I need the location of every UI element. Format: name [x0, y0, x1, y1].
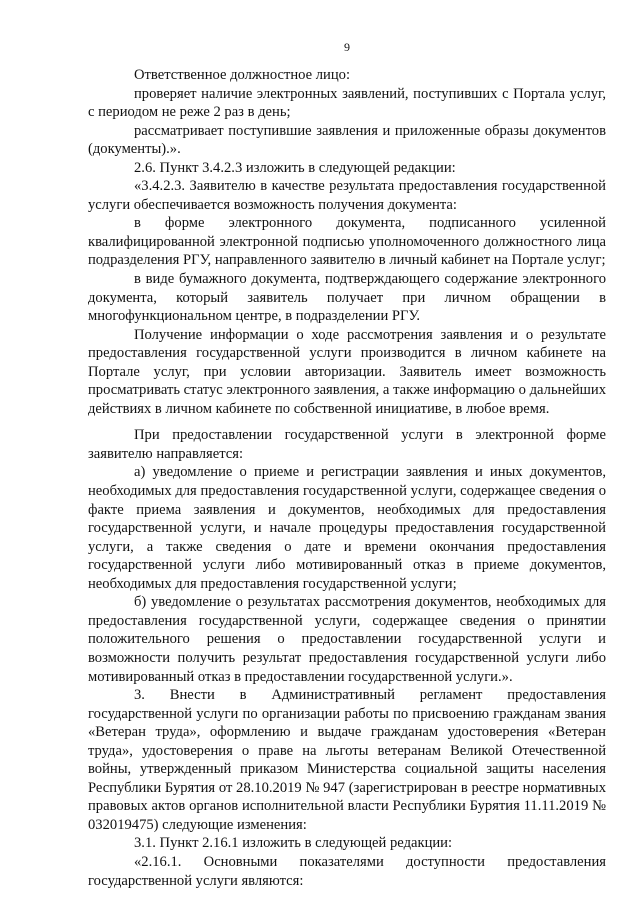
- paragraph-electronic-form: в форме электронного документа, подписанного усиленной квалифицированной электронной подписью уполномоченного должностного лица подразделения РГУ, направленного заявителю в личный кабинет на Портале услуг;: [88, 215, 606, 269]
- paragraph-responsible-person: Ответственное должностное лицо:: [134, 67, 350, 83]
- paragraph-notification-b: б) уведомление о результатах рассмотрения документов, необходимых для предоставления государственной услуги, содержащее сведения о принятии положительного решения о предоставлении государственной услуги и возможности получить результат предоставления государственной услуги либо мотивированный отказ в предоставлении государственной услуги.».: [88, 594, 606, 685]
- paragraph-progress-info: Получение информации о ходе рассмотрения заявления и о результате предоставления государственной услуги производится в личном кабинете на Портале услуг, при условии авторизации. Заявитель имеет возможность просматривать статус электронного заявления, а также информацию о дальнейших действиях в личном кабинете по собственной инициативе, в любое время.: [88, 326, 606, 417]
- paragraph-item-3-1: 3.1. Пункт 2.16.1 изложить в следующей редакции:: [134, 835, 453, 852]
- paragraph-2-16-1: «2.16.1. Основными показателями доступности предоставления государственной услуги являются:: [88, 853, 606, 889]
- paragraph-notification-a: а) уведомление о приеме и регистрации заявления и иных документов, необходимых для предоставления государственной услуги, содержащее сведения о факте приема заявления и документов, необходимых для предоставления государственной услуги, и начале процедуры предоставления государственной услуги, а также сведения о дате и времени окончания предоставления государственной услуги либо мотивированный отказ в приеме документов, необходимых для предоставления государственной услуги;: [88, 464, 606, 592]
- paragraph-notifications-intro: При предоставлении государственной услуги в электронной форме заявителю направляется:: [88, 427, 606, 462]
- paragraph-paper-form: в виде бумажного документа, подтверждающего содержание электронного документа, который заявитель получает при личном обращении в многофункциональном центре, в подразделении РГУ.: [88, 271, 606, 325]
- paragraph-reviews-applications: рассматривает поступившие заявления и приложенные образы документов (документы).».: [88, 122, 606, 158]
- paragraph-checks-applications: проверяет наличие электронных заявлений, поступивших с Портала услуг, с периодом не реже 2 раз в день;: [88, 85, 606, 121]
- paragraph-item-2-6: 2.6. Пункт 3.4.2.3 изложить в следующей редакции:: [134, 159, 456, 176]
- paragraph-item-3: 3. Внести в Административный регламент предоставления государственной услуги по организации работы по присвоению гражданам звания «Ветеран труда», оформлению и выдаче гражданам удостоверения «Ветеран труда», удостоверения о праве на льготы ветеранам Великой Отечественной войны, утвержденный приказом Министерства социальной защиты населения Республики Бурятия от 28.10.2019 № 947 (зарегистрирован в реестре нормативных правовых актов органов исполнительной власти Республики Бурятия 11.11.2019 № 032019475) следующие изменения:: [88, 687, 606, 833]
- paragraph-3-4-2-3: «3.4.2.3. Заявителю в качестве результата предоставления государственной услуги обеспечивается возможность получения документа:: [88, 178, 606, 213]
- page-number: 9: [344, 40, 350, 54]
